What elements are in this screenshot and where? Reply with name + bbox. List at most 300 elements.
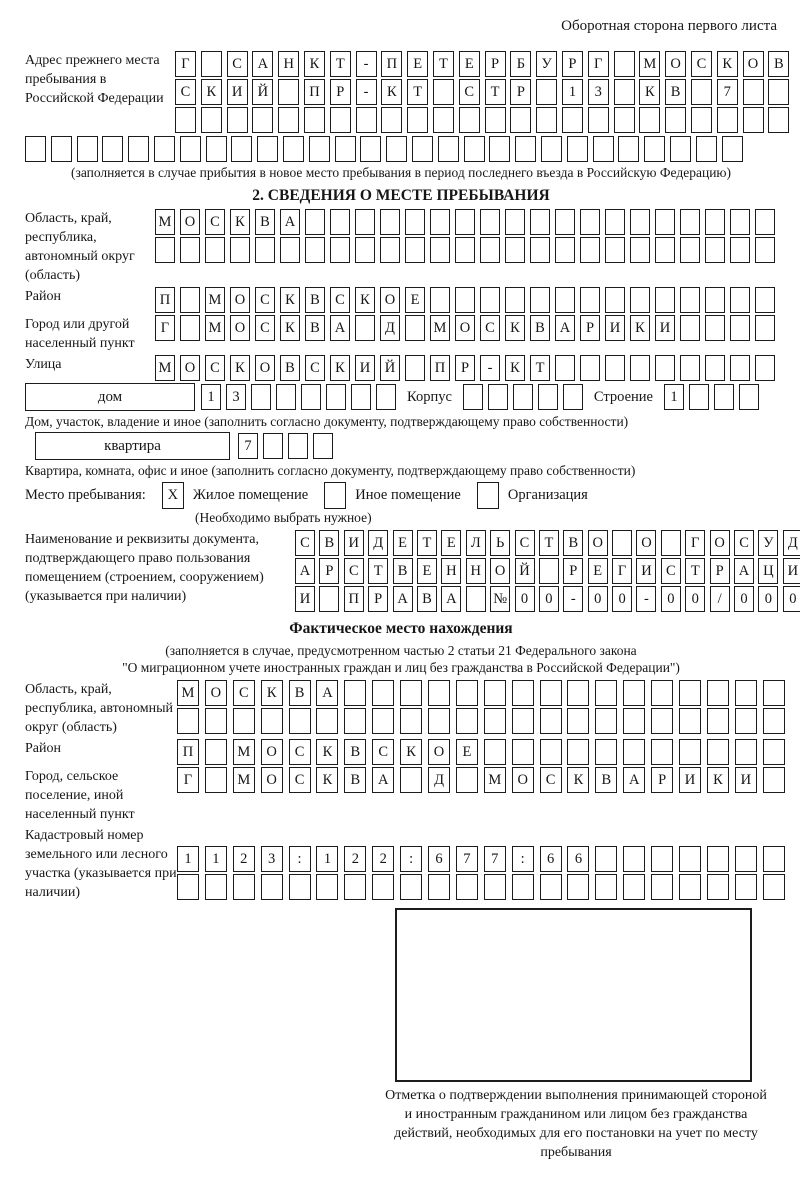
stay-type-label: Место пребывания: bbox=[25, 487, 146, 503]
char-box bbox=[593, 136, 614, 162]
char-box bbox=[739, 384, 759, 410]
char-box: Г bbox=[685, 530, 705, 556]
char-box bbox=[595, 874, 617, 900]
char-box: О bbox=[636, 530, 656, 556]
char-box bbox=[77, 136, 98, 162]
char-box bbox=[330, 107, 351, 133]
char-box bbox=[372, 680, 394, 706]
house-note: Дом, участок, владение и иное (заполнить согласно документу, подтверждающему право собственности) bbox=[25, 414, 629, 429]
char-box bbox=[580, 209, 600, 235]
char-box bbox=[316, 708, 338, 734]
char-box: К bbox=[316, 739, 338, 765]
region-row-2 bbox=[155, 237, 775, 263]
char-box bbox=[330, 237, 350, 263]
char-box bbox=[430, 237, 450, 263]
char-box bbox=[428, 874, 450, 900]
char-box bbox=[763, 739, 785, 765]
char-box: 0 bbox=[661, 586, 681, 612]
doc-label: Наименование и реквизиты документа, подтверждающего право пользования помещением (строением, сооружением) (указывается при наличии) bbox=[25, 532, 264, 604]
char-box: М bbox=[639, 51, 660, 77]
char-box bbox=[623, 846, 645, 872]
char-box: К bbox=[639, 79, 660, 105]
char-box: К bbox=[355, 287, 375, 313]
char-box: О bbox=[665, 51, 686, 77]
prev-address-row-1 bbox=[175, 51, 789, 77]
char-box bbox=[319, 586, 339, 612]
char-box: О bbox=[588, 530, 608, 556]
char-box: Р bbox=[319, 558, 339, 584]
char-box: - bbox=[636, 586, 656, 612]
char-box bbox=[630, 209, 650, 235]
char-box: К bbox=[567, 767, 589, 793]
char-box bbox=[466, 586, 486, 612]
char-box bbox=[630, 355, 650, 381]
char-box bbox=[102, 136, 123, 162]
char-box bbox=[278, 107, 299, 133]
char-box: И bbox=[605, 315, 625, 341]
char-box bbox=[555, 287, 575, 313]
char-box: П bbox=[177, 739, 199, 765]
char-box bbox=[280, 237, 300, 263]
char-box: А bbox=[280, 209, 300, 235]
char-box bbox=[639, 107, 660, 133]
char-box: И bbox=[783, 558, 800, 584]
actual-region-field bbox=[25, 680, 800, 737]
char-box bbox=[512, 739, 534, 765]
char-box: С bbox=[344, 558, 364, 584]
char-box: 0 bbox=[734, 586, 754, 612]
char-box: Г bbox=[177, 767, 199, 793]
actual-region-label: Область, край, республика, автономный округ (область) bbox=[25, 682, 174, 735]
char-box bbox=[755, 287, 775, 313]
char-box bbox=[484, 874, 506, 900]
actual-region-row-2 bbox=[177, 708, 785, 734]
char-box: В bbox=[768, 51, 789, 77]
char-box bbox=[536, 79, 557, 105]
char-box: К bbox=[304, 51, 325, 77]
char-box: О bbox=[743, 51, 764, 77]
char-box bbox=[305, 209, 325, 235]
char-box: О bbox=[380, 287, 400, 313]
char-box: К bbox=[707, 767, 729, 793]
char-box bbox=[567, 739, 589, 765]
char-box: О bbox=[180, 209, 200, 235]
char-box bbox=[730, 355, 750, 381]
char-box bbox=[707, 874, 729, 900]
char-box bbox=[459, 107, 480, 133]
prev-address-label: Адрес прежнего места пребывания в Российской Федерации bbox=[25, 53, 164, 106]
char-box bbox=[755, 355, 775, 381]
cadastre-field bbox=[25, 826, 800, 902]
district-label: Район bbox=[25, 289, 61, 304]
char-box: К bbox=[280, 287, 300, 313]
char-box: А bbox=[734, 558, 754, 584]
char-box bbox=[651, 874, 673, 900]
actual-district-field bbox=[25, 739, 800, 765]
char-box bbox=[755, 315, 775, 341]
doc-row-3 bbox=[295, 586, 800, 612]
korpus-label: Корпус bbox=[407, 389, 452, 405]
char-box bbox=[679, 846, 701, 872]
char-box: Т bbox=[330, 51, 351, 77]
char-box bbox=[400, 874, 422, 900]
char-box: С bbox=[289, 767, 311, 793]
char-box: Р bbox=[455, 355, 475, 381]
char-box bbox=[651, 708, 673, 734]
doc-row-2 bbox=[295, 558, 800, 584]
char-box bbox=[283, 136, 304, 162]
char-box bbox=[555, 209, 575, 235]
char-box: Т bbox=[530, 355, 550, 381]
char-box bbox=[563, 384, 583, 410]
street-row bbox=[155, 355, 775, 381]
char-box bbox=[689, 384, 709, 410]
char-box bbox=[680, 355, 700, 381]
char-box bbox=[679, 739, 701, 765]
actual-city-label: Город, сельское поселение, иной населенный пункт bbox=[25, 769, 135, 822]
char-box bbox=[768, 107, 789, 133]
char-box: В bbox=[255, 209, 275, 235]
char-box bbox=[679, 708, 701, 734]
char-box: А bbox=[330, 315, 350, 341]
char-box bbox=[484, 680, 506, 706]
char-box: В bbox=[305, 315, 325, 341]
char-box: П bbox=[344, 586, 364, 612]
char-box: С bbox=[540, 767, 562, 793]
apartment-rect-label: квартира bbox=[35, 432, 230, 460]
char-box: Л bbox=[466, 530, 486, 556]
char-box: С bbox=[661, 558, 681, 584]
char-box bbox=[177, 874, 199, 900]
char-box: М bbox=[155, 209, 175, 235]
char-box bbox=[540, 680, 562, 706]
cadastre-label: Кадастровый номер земельного или лесного участка (указывается при наличии) bbox=[25, 828, 177, 900]
char-box bbox=[480, 287, 500, 313]
char-box: М bbox=[484, 767, 506, 793]
char-box: Р bbox=[330, 79, 351, 105]
char-box bbox=[655, 237, 675, 263]
char-box bbox=[630, 237, 650, 263]
char-box bbox=[665, 107, 686, 133]
char-box: К bbox=[330, 355, 350, 381]
char-box: Д bbox=[368, 530, 388, 556]
char-box: П bbox=[155, 287, 175, 313]
char-box: Т bbox=[539, 530, 559, 556]
char-box bbox=[755, 209, 775, 235]
char-box: Й bbox=[252, 79, 273, 105]
char-box bbox=[743, 107, 764, 133]
char-box bbox=[735, 708, 757, 734]
char-box: : bbox=[400, 846, 422, 872]
char-box: И bbox=[355, 355, 375, 381]
char-box: Д bbox=[783, 530, 800, 556]
char-box: У bbox=[536, 51, 557, 77]
char-box: В bbox=[344, 767, 366, 793]
char-box bbox=[405, 237, 425, 263]
char-box: - bbox=[356, 79, 377, 105]
char-box bbox=[730, 315, 750, 341]
char-box bbox=[205, 708, 227, 734]
char-box: С bbox=[255, 315, 275, 341]
char-box: С bbox=[330, 287, 350, 313]
char-box: А bbox=[441, 586, 461, 612]
char-box: О bbox=[428, 739, 450, 765]
char-box bbox=[355, 315, 375, 341]
char-box bbox=[489, 136, 510, 162]
char-box bbox=[433, 107, 454, 133]
char-box bbox=[305, 237, 325, 263]
char-box bbox=[655, 209, 675, 235]
char-box: М bbox=[430, 315, 450, 341]
char-box: М bbox=[177, 680, 199, 706]
char-box: 1 bbox=[201, 384, 221, 410]
char-box: О bbox=[261, 739, 283, 765]
char-box: 0 bbox=[588, 586, 608, 612]
char-box: 0 bbox=[515, 586, 535, 612]
char-box bbox=[330, 209, 350, 235]
char-box: М bbox=[205, 315, 225, 341]
prev-address-field bbox=[25, 51, 800, 133]
actual-location-title: Фактическое место нахождения bbox=[289, 620, 513, 637]
stay-option-3-label: Организация bbox=[507, 487, 588, 503]
char-box: Г bbox=[612, 558, 632, 584]
char-box bbox=[201, 107, 222, 133]
char-box bbox=[691, 79, 712, 105]
char-box: С bbox=[205, 209, 225, 235]
char-box: С bbox=[255, 287, 275, 313]
char-box bbox=[289, 708, 311, 734]
char-box: А bbox=[555, 315, 575, 341]
char-box bbox=[257, 136, 278, 162]
char-box: - bbox=[480, 355, 500, 381]
char-box bbox=[412, 136, 433, 162]
doc-field bbox=[25, 530, 800, 612]
char-box: - bbox=[356, 51, 377, 77]
char-box bbox=[505, 287, 525, 313]
char-box bbox=[595, 680, 617, 706]
char-box: В bbox=[563, 530, 583, 556]
char-box: Д bbox=[428, 767, 450, 793]
char-box: Г bbox=[155, 315, 175, 341]
char-box bbox=[376, 384, 396, 410]
char-box: А bbox=[372, 767, 394, 793]
char-box bbox=[455, 287, 475, 313]
char-box bbox=[580, 355, 600, 381]
char-box: 0 bbox=[783, 586, 800, 612]
cadastre-row-1 bbox=[177, 846, 785, 872]
char-box: У bbox=[758, 530, 778, 556]
char-box bbox=[567, 708, 589, 734]
char-box bbox=[567, 136, 588, 162]
char-box: Ц bbox=[758, 558, 778, 584]
char-box: С bbox=[734, 530, 754, 556]
char-box: К bbox=[201, 79, 222, 105]
char-box bbox=[680, 287, 700, 313]
korpus-boxes bbox=[463, 384, 583, 410]
char-box bbox=[505, 209, 525, 235]
char-box bbox=[515, 136, 536, 162]
char-box bbox=[705, 209, 725, 235]
char-box: 2 bbox=[233, 846, 255, 872]
char-box bbox=[541, 136, 562, 162]
char-box bbox=[356, 107, 377, 133]
char-box: Е bbox=[441, 530, 461, 556]
checkbox-organizatsiya bbox=[477, 482, 499, 509]
stroenie-boxes bbox=[664, 384, 759, 410]
char-box: И bbox=[636, 558, 656, 584]
char-box bbox=[655, 355, 675, 381]
char-box: К bbox=[717, 51, 738, 77]
char-box: Р bbox=[563, 558, 583, 584]
char-box bbox=[372, 708, 394, 734]
char-box: В bbox=[319, 530, 339, 556]
char-box bbox=[651, 739, 673, 765]
city-label: Город или другой населенный пункт bbox=[25, 317, 135, 351]
char-box bbox=[705, 237, 725, 263]
char-box bbox=[206, 136, 227, 162]
char-box: О bbox=[205, 680, 227, 706]
char-box: М bbox=[233, 739, 255, 765]
char-box bbox=[567, 680, 589, 706]
char-box: Е bbox=[405, 287, 425, 313]
actual-district-row bbox=[177, 739, 785, 765]
char-box bbox=[261, 708, 283, 734]
char-box bbox=[555, 355, 575, 381]
char-box bbox=[355, 209, 375, 235]
stay-type-note: (Необходимо выбрать нужное) bbox=[195, 510, 372, 525]
char-box: В bbox=[393, 558, 413, 584]
char-box bbox=[326, 384, 346, 410]
char-box bbox=[670, 136, 691, 162]
confirmation-stamp-area bbox=[395, 908, 752, 1082]
char-box: В bbox=[280, 355, 300, 381]
char-box: И bbox=[344, 530, 364, 556]
char-box: 7 bbox=[456, 846, 478, 872]
char-box bbox=[588, 107, 609, 133]
checkbox-inoe bbox=[324, 482, 346, 509]
house-rect-label: дом bbox=[25, 383, 195, 411]
char-box: В bbox=[595, 767, 617, 793]
confirmation-stamp-caption: Отметка о подтверждении выполнения принимающей стороной и иностранным гражданином или лицом без гражданства действий, необходимых для его постановки на учет по месту пребывания bbox=[385, 1088, 767, 1160]
char-box: П bbox=[381, 51, 402, 77]
char-box bbox=[205, 739, 227, 765]
char-box bbox=[605, 237, 625, 263]
char-box: 0 bbox=[539, 586, 559, 612]
city-field bbox=[25, 315, 800, 353]
char-box: О bbox=[261, 767, 283, 793]
char-box bbox=[480, 209, 500, 235]
char-box bbox=[428, 708, 450, 734]
section2-title: 2. СВЕДЕНИЯ О МЕСТЕ ПРЕБЫВАНИЯ bbox=[252, 187, 550, 204]
char-box bbox=[735, 846, 757, 872]
char-box: 2 bbox=[344, 846, 366, 872]
char-box bbox=[230, 237, 250, 263]
char-box bbox=[618, 136, 639, 162]
char-box bbox=[743, 79, 764, 105]
char-box: И bbox=[655, 315, 675, 341]
char-box bbox=[433, 79, 454, 105]
char-box: С bbox=[233, 680, 255, 706]
char-box: И bbox=[227, 79, 248, 105]
char-box bbox=[381, 107, 402, 133]
prev-address-row-2 bbox=[175, 79, 789, 105]
char-box: К bbox=[505, 315, 525, 341]
char-box: А bbox=[252, 51, 273, 77]
char-box bbox=[680, 237, 700, 263]
char-box bbox=[722, 136, 743, 162]
char-box bbox=[707, 846, 729, 872]
char-box bbox=[510, 107, 531, 133]
char-box: В bbox=[344, 739, 366, 765]
char-box bbox=[231, 136, 252, 162]
char-box bbox=[154, 136, 175, 162]
char-box bbox=[707, 739, 729, 765]
char-box: Г bbox=[175, 51, 196, 77]
char-box bbox=[714, 384, 734, 410]
house-field bbox=[25, 383, 800, 411]
char-box bbox=[763, 708, 785, 734]
char-box bbox=[661, 530, 681, 556]
char-box bbox=[360, 136, 381, 162]
char-box: 0 bbox=[612, 586, 632, 612]
char-box bbox=[463, 384, 483, 410]
city-row bbox=[155, 315, 775, 341]
char-box: 6 bbox=[567, 846, 589, 872]
char-box: 1 bbox=[664, 384, 684, 410]
char-box: Р bbox=[562, 51, 583, 77]
char-box: О bbox=[230, 315, 250, 341]
char-box bbox=[177, 708, 199, 734]
char-box: 1 bbox=[316, 846, 338, 872]
char-box: 7 bbox=[717, 79, 738, 105]
char-box bbox=[316, 874, 338, 900]
char-box: Т bbox=[368, 558, 388, 584]
actual-region-row-1 bbox=[177, 680, 785, 706]
char-box bbox=[205, 874, 227, 900]
char-box bbox=[380, 237, 400, 263]
prev-address-boxes bbox=[175, 51, 789, 133]
char-box: Д bbox=[380, 315, 400, 341]
district-row bbox=[155, 287, 775, 313]
char-box: О bbox=[255, 355, 275, 381]
stay-option-1-label: Жилое помещение bbox=[192, 487, 309, 503]
char-box: 3 bbox=[226, 384, 246, 410]
char-box bbox=[696, 136, 717, 162]
char-box bbox=[455, 209, 475, 235]
char-box: С bbox=[295, 530, 315, 556]
char-box: М bbox=[233, 767, 255, 793]
char-box: В bbox=[305, 287, 325, 313]
char-box bbox=[309, 136, 330, 162]
char-box: О bbox=[490, 558, 510, 584]
char-box bbox=[400, 708, 422, 734]
char-box bbox=[768, 79, 789, 105]
char-box bbox=[567, 874, 589, 900]
char-box bbox=[735, 680, 757, 706]
actual-city-row bbox=[177, 767, 785, 793]
char-box bbox=[623, 739, 645, 765]
char-box bbox=[536, 107, 557, 133]
char-box bbox=[763, 767, 785, 793]
char-box: А bbox=[295, 558, 315, 584]
char-box: / bbox=[710, 586, 730, 612]
char-box bbox=[252, 107, 273, 133]
char-box bbox=[263, 433, 283, 459]
char-box: С bbox=[227, 51, 248, 77]
char-box bbox=[51, 136, 72, 162]
char-box: О bbox=[230, 287, 250, 313]
char-box bbox=[372, 874, 394, 900]
